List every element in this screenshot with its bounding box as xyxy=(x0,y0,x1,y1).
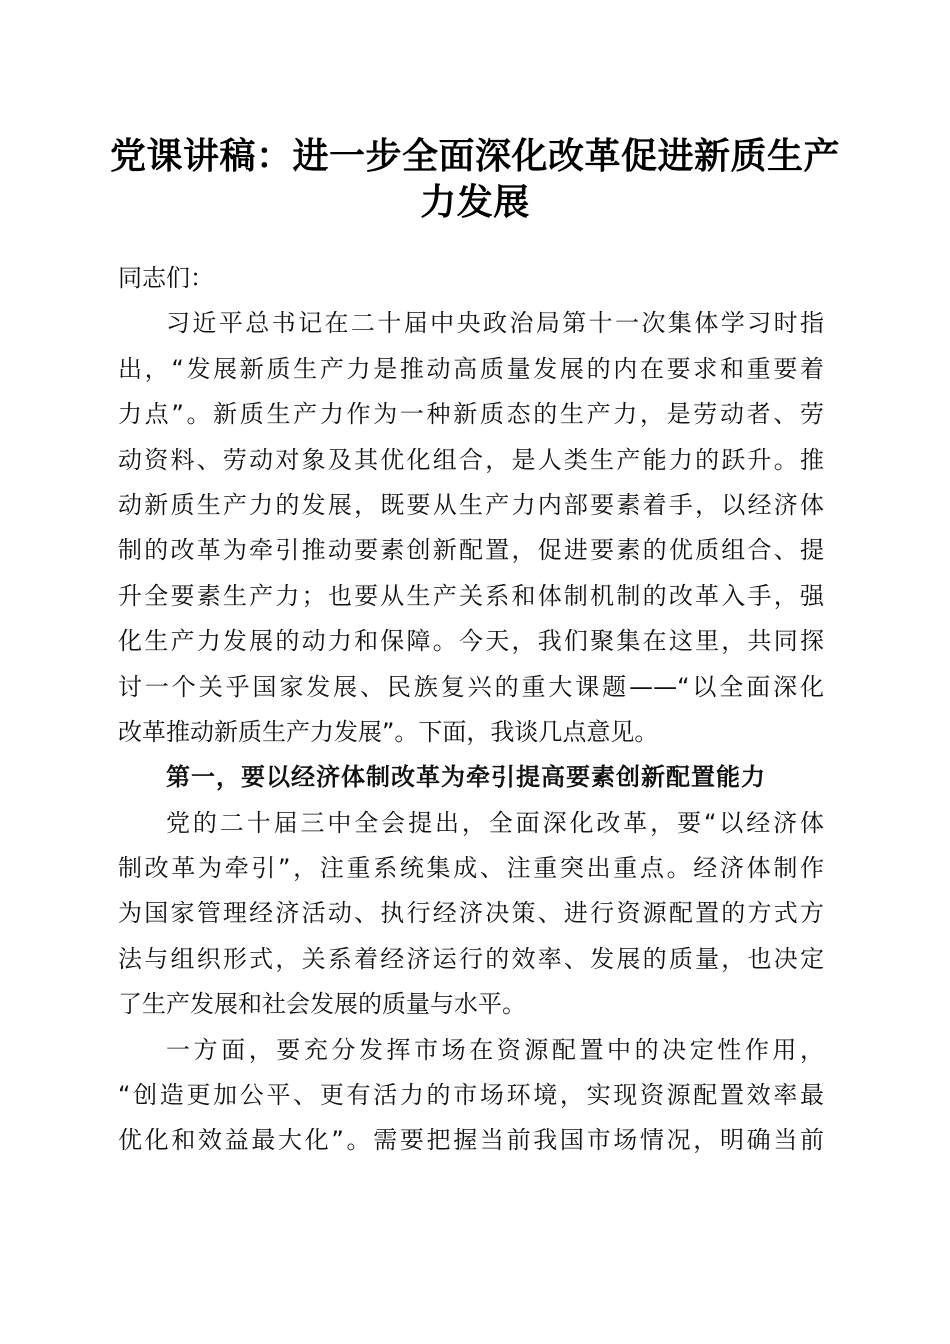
document-body xyxy=(118,256,824,1164)
paragraph-line: 优化和效益最大化”。需要把握当前我国市场情况，明确当前 xyxy=(118,1126,824,1155)
paragraph-line: 化生产力发展的动力和保障。今天，我们聚集在这里，共同探 xyxy=(118,627,824,656)
paragraph-line: 制改革为牵引”，注重系统集成、注重突出重点。经济体制作 xyxy=(118,854,824,883)
title-line-2: 力发展 xyxy=(420,181,530,223)
page-title xyxy=(110,133,840,225)
paragraph-line: 改革推动新质生产力发展”。下面，我谈几点意见。 xyxy=(118,717,659,746)
paragraph-line: 出，“发展新质生产力是推动高质量发展的内在要求和重要着 xyxy=(118,354,824,383)
paragraph-line: 为国家管理经济活动、执行经济决策、进行资源配置的方式方 xyxy=(118,899,824,928)
paragraph-line: 习近平总书记在二十届中央政治局第十一次集体学习时指 xyxy=(166,309,824,338)
paragraph-line: 一方面，要充分发挥市场在资源配置中的决定性作用， xyxy=(166,1035,824,1064)
paragraph-line: 了生产发展和社会发展的质量与水平。 xyxy=(118,990,526,1019)
greeting: 同志们： xyxy=(118,264,214,292)
paragraph-2 xyxy=(118,801,824,1028)
paragraph-line: “创造更加公平、更有活力的市场环境，实现资源配置效率最 xyxy=(118,1081,824,1110)
paragraph-1 xyxy=(118,301,824,755)
section-heading: 第一，要以经济体制改革为牵引提高要素创新配置能力 xyxy=(166,763,766,792)
paragraph-line: 力点”。新质生产力作为一种新质态的生产力，是劳动者、劳 xyxy=(118,400,824,429)
paragraph-line: 动新质生产力的发展，既要从生产力内部要素着手，以经济体 xyxy=(118,490,824,519)
paragraph-line: 讨一个关乎国家发展、民族复兴的重大课题——“以全面深化 xyxy=(118,672,824,701)
paragraph-line: 升全要素生产力；也要从生产关系和体制机制的改革入手，强 xyxy=(118,581,824,610)
paragraph-line: 动资料、劳动对象及其优化组合，是人类生产能力的跃升。推 xyxy=(118,445,824,474)
paragraph-line: 制的改革为牵引推动要素创新配置，促进要素的优质组合、提 xyxy=(118,536,824,565)
paragraph-line: 党的二十届三中全会提出，全面深化改革，要“以经济体 xyxy=(166,808,824,837)
paragraph-line: 法与组织形式，关系着经济运行的效率、发展的质量，也决定 xyxy=(118,944,824,973)
title-line-1: 党课讲稿：进一步全面深化改革促进新质生产 xyxy=(110,135,841,177)
paragraph-3 xyxy=(118,1028,824,1164)
